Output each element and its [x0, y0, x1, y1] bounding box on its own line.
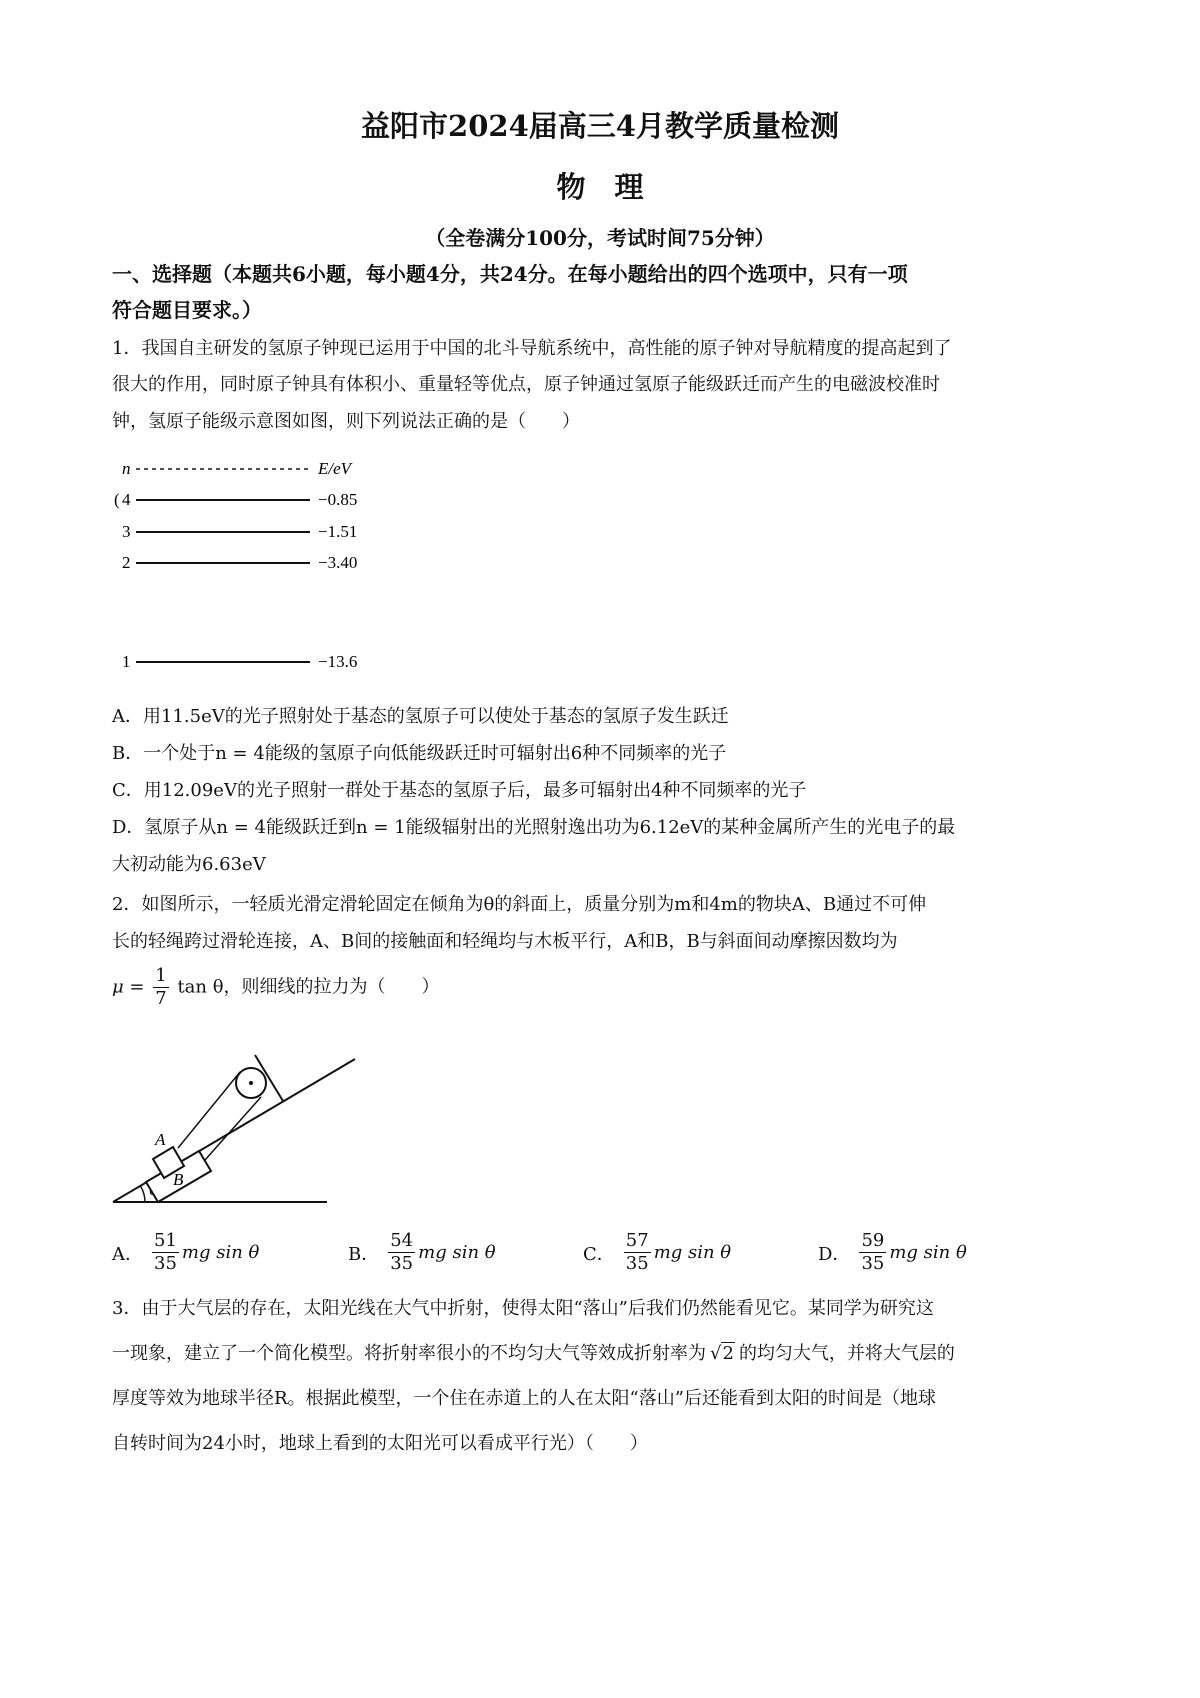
q2-option-b-num: 54: [390, 1230, 414, 1251]
level-2-e: −3.40: [318, 553, 358, 572]
q2-mu-line: [112, 965, 440, 1010]
q2-option-d-den: 35: [861, 1253, 885, 1274]
level-2-n: 2: [122, 553, 131, 572]
mu-suffix: tan θ，则细线的拉力为（ ）: [177, 976, 440, 998]
q2-option-c-expr: mg sin θ: [653, 1242, 732, 1263]
q2-option-c: [583, 1230, 731, 1275]
q2-option-a-label: A．: [112, 1243, 143, 1265]
q3-line2-post: 的均匀大气，并将大气层的: [738, 1343, 955, 1364]
q1-option-d-line2: 大初动能为6.63eV: [112, 854, 266, 875]
diagram-header-e: E/eV: [318, 459, 352, 478]
level-3-e: −1.51: [318, 522, 358, 541]
q2-option-a-expr: mg sin θ: [181, 1242, 260, 1263]
q2-option-d-num: 59: [861, 1230, 885, 1251]
q2-option-d-expr: mg sin θ: [889, 1242, 967, 1263]
q3-line2-pre: 一现象，建立了一个简化模型。将折射率很小的不均匀大气等效成折射率为: [112, 1343, 706, 1364]
pulley-axle: [249, 1081, 253, 1085]
q2-option-a-den: 35: [154, 1253, 177, 1274]
q2-stem-line1: 2．如图所示，一轻质光滑定滑轮固定在倾角为θ的斜面上，质量分别为m和4m的物块A、B通过不可伸: [112, 894, 927, 915]
q2-option-c-label: C．: [583, 1243, 615, 1265]
q2-option-d-label: D．: [818, 1243, 851, 1265]
q2-option-b-den: 35: [390, 1253, 414, 1274]
q2-option-b-label: B．: [348, 1243, 380, 1265]
q3-line4: 自转时间为24小时，地球上看到的太阳光可以看成平行光）（ ）: [112, 1433, 648, 1454]
level-1-e: −13.6: [318, 652, 358, 671]
q3-line2: [112, 1339, 955, 1369]
q2-option-d: [818, 1230, 967, 1275]
q2-option-d-fraction: [859, 1230, 886, 1275]
mu-fraction: [153, 965, 168, 1010]
q2-option-a-num: 51: [154, 1230, 177, 1251]
angle-arc: [141, 1186, 146, 1202]
exam-note: （全卷满分100分，考试时间75分钟）: [425, 226, 775, 250]
rope-a: [178, 1072, 240, 1148]
q1-option-b: B．一个处于n = 4能级的氢原子向低能级跃迁时可辐射出6种不同频率的光子: [112, 743, 727, 764]
q1-stem-line1: 1．我国自主研发的氢原子钟现已运用于中国的北斗导航系统中，高性能的原子钟对导航精度的提高起到了: [112, 338, 952, 359]
q2-option-a-fraction: [152, 1230, 179, 1275]
q2-option-c-num: 57: [625, 1230, 649, 1251]
diagram-header-n: n: [122, 459, 131, 478]
section-heading-line1: 一、选择题（本题共6小题，每小题4分，共24分。在每小题给出的四个选项中，只有一项: [112, 262, 908, 286]
sqrt-expression: √2: [710, 1343, 734, 1364]
q2-stem-line2: 长的轻绳跨过滑轮连接，A、B间的接触面和轻绳均与木板平行，A和B，B与斜面间动摩擦因数均为: [112, 931, 898, 952]
mu-numerator: 1: [155, 965, 167, 986]
energy-level-diagram: [110, 455, 390, 680]
mu-denominator: 7: [155, 988, 167, 1009]
level-1-n: 1: [122, 652, 131, 671]
exam-title: 益阳市2024届高三4月教学质量检测: [361, 109, 839, 143]
q1-option-a: A．用11.5eV的光子照射处于基态的氢原子可以使处于基态的氢原子发生跃迁: [112, 706, 729, 727]
block-b-label: B: [173, 1170, 184, 1189]
level-3-n: 3: [122, 522, 131, 541]
q1-stem-line2: 很大的作用，同时原子钟具有体积小、重量轻等优点，原子钟通过氢原子能级跃迁而产生的电磁波校准时: [112, 374, 940, 395]
q2-option-c-den: 35: [625, 1253, 649, 1274]
q2-option-c-fraction: [624, 1230, 651, 1275]
level-4-n: 4: [122, 490, 131, 509]
subject-title: 物 理: [556, 170, 644, 204]
q2-option-b-expr: mg sin θ: [418, 1242, 496, 1263]
section-heading-line2: 符合题目要求。）: [112, 298, 262, 322]
block-a-label: A: [155, 1130, 166, 1149]
q1-option-d-line1: D．氢原子从n = 4能级跃迁到n = 1能级辐射出的光照射逸出功为6.12eV的某种金属所产生的光电子的最: [112, 817, 956, 838]
q2-option-a: [112, 1230, 259, 1275]
rope-b: [205, 1097, 261, 1160]
q1-option-c: C．用12.09eV的光子照射一群处于基态的氢原子后，最多可辐射出4种不同频率的光子: [112, 780, 807, 801]
level-4-bracket: (: [114, 490, 120, 509]
q3-line1: 3．由于大气层的存在，太阳光线在大气中折射，使得太阳“落山”后我们仍然能看见它。某同学为研究这: [112, 1298, 934, 1319]
q2-option-b-fraction: [388, 1230, 415, 1275]
q2-option-b: [348, 1230, 496, 1275]
level-4-e: −0.85: [318, 490, 358, 509]
mu-prefix: μ =: [112, 976, 145, 998]
q3-line3: 厚度等效为地球半径R。根据此模型，一个住在赤道上的人在太阳“落山”后还能看到太阳的时间是（地球: [112, 1388, 936, 1409]
incline-figure: [105, 1035, 365, 1210]
sqrt-value: 2: [722, 1343, 734, 1364]
q1-stem-line3: 钟，氢原子能级示意图如图，则下列说法正确的是（ ）: [112, 411, 580, 432]
